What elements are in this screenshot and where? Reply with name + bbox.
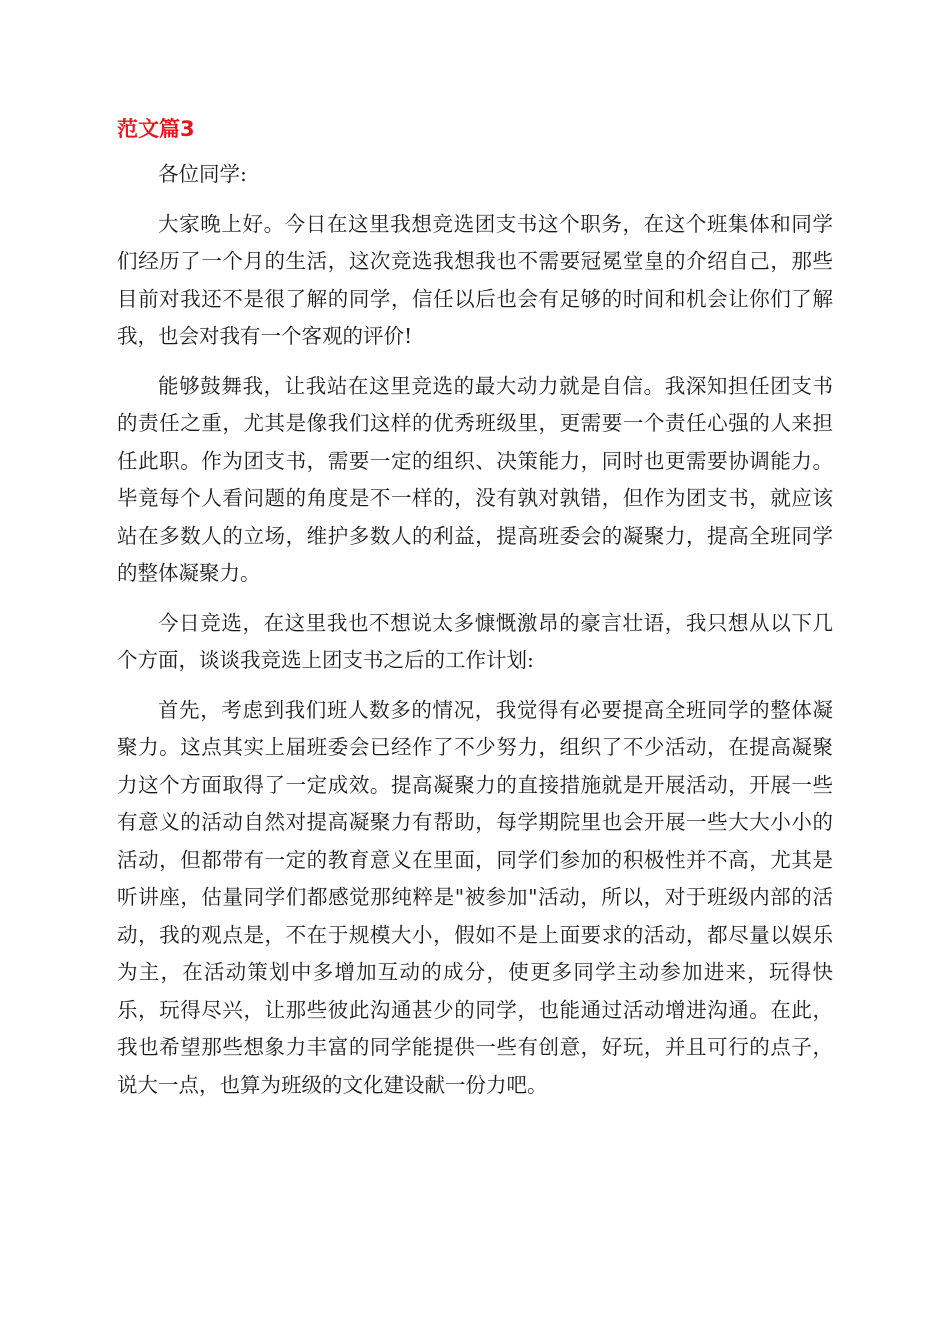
paragraph-motivation: 能够鼓舞我，让我站在这里竞选的最大动力就是自信。我深知担任团支书的责任之重，尤其是像我们这样的优秀班级里，更需要一个责任心强的人来担任此职。作为团支书，需要一定的组织、决策能力，同时也更需要协调能力。毕竟每个人看问题的角度是不一样的，没有孰对孰错，但作为团支书，就应该站在多数人的立场，维护多数人的利益，提高班委会的凝聚力，提高全班同学的整体凝聚力。 [117, 373, 833, 585]
paragraph-greeting: 大家晚上好。今日在这里我想竞选团支书这个职务，在这个班集体和同学们经历了一个月的生活，这次竞选我想我也不需要冠冕堂皇的介绍自己，那些目前对我还不是很了解的同学，信任以后也会有足够的时间和机会让你们了解我，也会对我有一个客观的评价! [117, 211, 833, 348]
paragraph-plan-intro: 今日竞选，在这里我也不想说太多慷慨激昂的豪言壮语，我只想从以下几个方面，谈谈我竞选上团支书之后的工作计划: [117, 610, 833, 672]
salutation: 各位同学: [158, 162, 247, 186]
section-heading: 范文篇3 [117, 117, 195, 141]
document-body [117, 156, 833, 1116]
paragraph-first-point: 首先，考虑到我们班人数多的情况，我觉得有必要提高全班同学的整体凝聚力。这点其实上届班委会已经作了不少努力，组织了不少活动，在提高凝聚力这个方面取得了一定成效。提高凝聚力的直接措施就是开展活动，开展一些有意义的活动自然对提高凝聚力有帮助，每学期院里也会开展一些大大小小的活动，但都带有一定的教育意义在里面，同学们参加的积极性并不高，尤其是听讲座，估量同学们都感觉那纯粹是"被参加"活动，所以，对于班级内部的活动，我的观点是，不在于规模大小，假如不是上面要求的活动，都尽量以娱乐为主，在活动策划中多增加互动的成分，使更多同学主动参加进来，玩得快乐，玩得尽兴，让那些彼此沟通甚少的同学，也能通过活动增进沟通。在此，我也希望那些想象力丰富的同学能提供一些有创意，好玩，并且可行的点子，说大一点，也算为班级的文化建设献一份力吧。 [117, 697, 833, 1097]
